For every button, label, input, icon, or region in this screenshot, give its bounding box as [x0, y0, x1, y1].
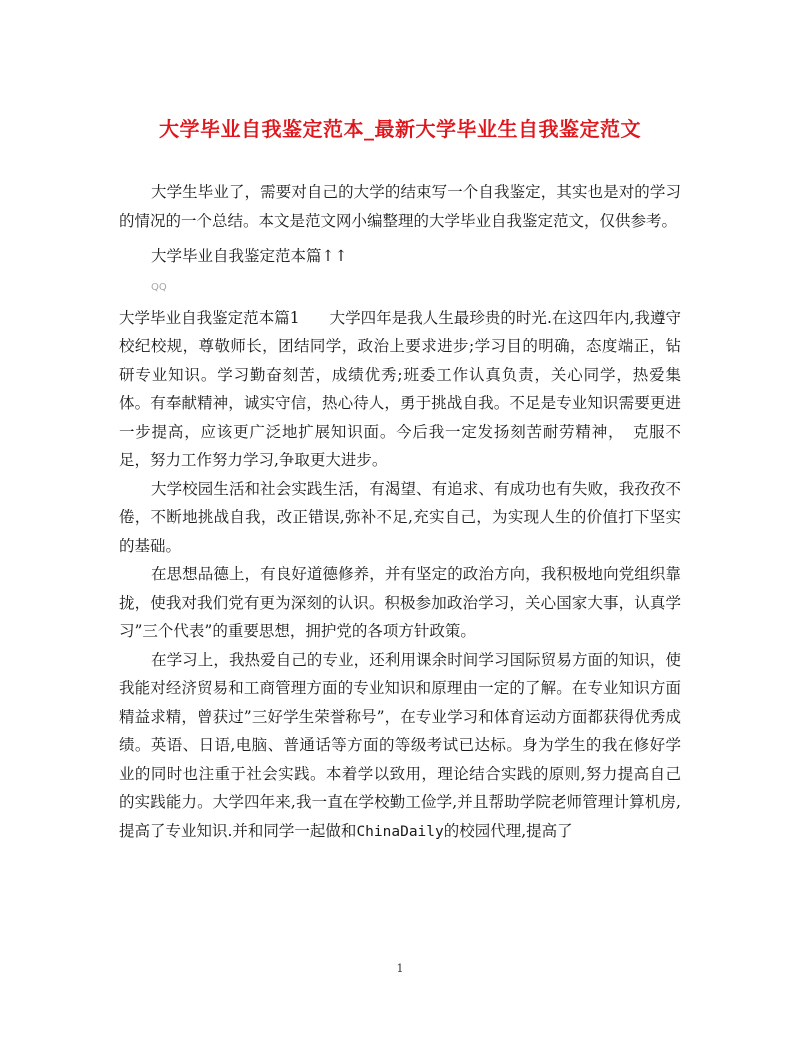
paragraph-3: 在思想品德上，有良好道德修养，并有坚定的政治方向，我积极地向党组织靠拢，使我对我们党有更为深刻的认识。积极参加政治学习，关心国家大事，认真学习”三个代表”的重要思想，拥护党的各项方针政策。: [119, 565, 681, 640]
paragraph-2: 大学校园生活和社会实践生活，有渴望、有追求、有成功也有失败，我孜孜不倦，不断地挑战自我，改正错误,弥补不足,充实自己，为实现人生的价值打下坚实的基础。: [119, 479, 681, 555]
paragraph-4-text-end: 的校园代理,提高了: [443, 821, 573, 840]
qq-mark: QQ: [151, 281, 167, 293]
paragraph-1-text: 大学四年是我人生最珍贵的时光.在这四年内,我遵守校纪校规，尊敬师长，团结同学，政治上要求进步;学习目的明确，态度端正，钻研专业知识。学习勤奋刻苦，成绩优秀;班委工作认真负责，关心同学，热爱集体。有奉献精神，诚实守信，热心待人，勇于挑战自我。不足是专业知识需要更进一步提高，应该更广泛地扩展知识面。今后我一定发扬刻苦耐劳精神， 克服不足，努力工作努力学习,争取更大进步。: [119, 308, 681, 469]
paragraph-1: [119, 304, 681, 475]
paragraph-4: [119, 646, 681, 847]
page-number: 1: [396, 962, 404, 975]
paragraph-4-brand: ChinaDaily: [356, 823, 444, 840]
paragraph-1-label: 大学毕业自我鉴定范本篇1: [119, 308, 300, 327]
section-heading: 大学毕业自我鉴定范本篇↑↑: [151, 247, 348, 265]
document-title: 大学毕业自我鉴定范本_最新大学毕业生自我鉴定范文: [159, 117, 641, 141]
intro-paragraph: 大学生毕业了，需要对自己的大学的结束写一个自我鉴定，其实也是对的学习的情况的一个总结。本文是范文网小编整理的大学毕业自我鉴定范文，仅供参考。: [119, 183, 681, 230]
document-body: [119, 178, 681, 846]
paragraph-4-text: 在学习上，我热爱自己的专业，还利用课余时间学习国际贸易方面的知识，使我能对经济贸易和工商管理方面的专业知识和原理由一定的了解。在专业知识方面精益求精，曾获过”三好学生荣誉称号”，在专业学习和体育运动方面都获得优秀成绩。英语、日语,电脑、普通话等方面的等级考试已达标。身为学生的我在修好学业的同时也注重于社会实践。本着学以致用，理论结合实践的原则,努力提高自己的实践能力。大学四年来,我一直在学校勤工俭学,并且帮助学院老师管理计算机房,提高了专业知识.并和同学一起做和: [119, 650, 681, 840]
